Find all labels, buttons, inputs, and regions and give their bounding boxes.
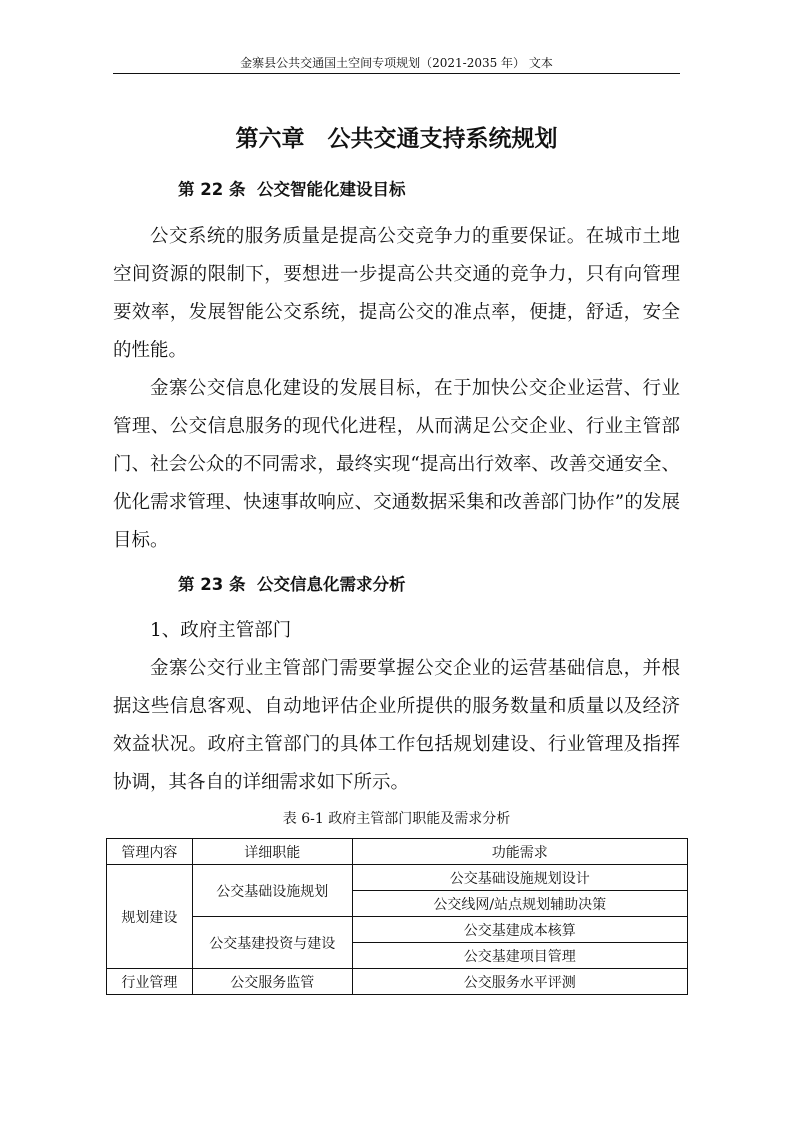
function-cell: 公交基础设施规划 xyxy=(192,865,352,917)
need-cell: 公交基建项目管理 xyxy=(352,943,687,969)
article-23-heading: 第 23 条 公交信息化需求分析 xyxy=(178,575,406,594)
table-header-row xyxy=(107,839,688,865)
header-management: 管理内容 xyxy=(107,839,193,865)
article-22-paragraph-1: 公交系统的服务质量是提高公交竞争力的重要保证。在城市土地空间资源的限制下，要想进一步提高公共交通的竞争力，只有向管理要效率，发展智能公交系统，提高公交的准点率，便捷，舒适，安全的性能。 xyxy=(113,226,680,361)
category-cell: 行业管理 xyxy=(107,969,193,995)
table-row xyxy=(107,865,688,891)
table-caption: 表 6-1 政府主管部门职能及需求分析 xyxy=(282,811,511,827)
article-22-heading: 第 22 条 公交智能化建设目标 xyxy=(178,180,406,199)
header-divider xyxy=(113,73,680,74)
header-needs: 功能需求 xyxy=(352,839,687,865)
running-header: 金寨县公共交通国土空间专项规划（2021-2035 年） 文本 xyxy=(240,56,553,70)
requirements-table xyxy=(106,838,688,995)
header-functions: 详细职能 xyxy=(192,839,352,865)
function-cell: 公交基建投资与建设 xyxy=(192,917,352,969)
chapter-title: 第六章 公共交通支持系统规划 xyxy=(235,126,558,152)
need-cell: 公交线网/站点规划辅助决策 xyxy=(352,891,687,917)
function-cell: 公交服务监管 xyxy=(192,969,352,995)
article-22-paragraph-2: 金寨公交信息化建设的发展目标，在于加快公交企业运营、行业管理、公交信息服务的现代化进程，从而满足公交企业、行业主管部门、社会公众的不同需求，最终实现“提高出行效率、改善交通安全、优化需求管理、快速事故响应、交通数据采集和改善部门协作”的发展目标。 xyxy=(113,378,680,551)
table-row xyxy=(107,969,688,995)
article-23-paragraph: 金寨公交行业主管部门需要掌握公交企业的运营基础信息，并根据这些信息客观、自动地评估企业所提供的服务数量和质量以及经济效益状况。政府主管部门的具体工作包括规划建设、行业管理及指挥协调，其各自的详细需求如下所示。 xyxy=(113,658,680,793)
category-cell: 规划建设 xyxy=(107,865,193,969)
need-cell: 公交基建成本核算 xyxy=(352,917,687,943)
list-item-government: 1、政府主管部门 xyxy=(150,620,292,641)
need-cell: 公交服务水平评测 xyxy=(352,969,687,995)
table-row xyxy=(107,917,688,943)
need-cell: 公交基础设施规划设计 xyxy=(352,865,687,891)
